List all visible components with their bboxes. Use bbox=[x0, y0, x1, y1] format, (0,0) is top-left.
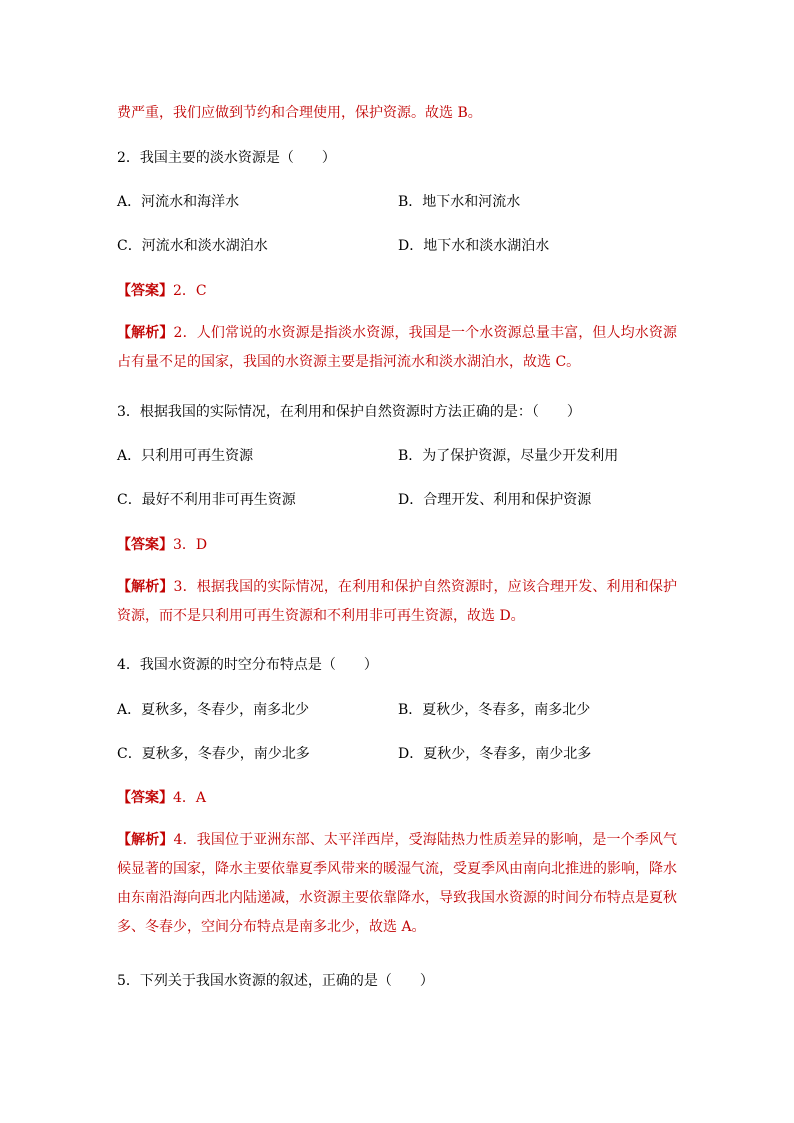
analysis-tag: 【解析】 bbox=[117, 579, 174, 595]
question-3-option-c: C．最好不利用非可再生资源 bbox=[117, 492, 296, 508]
question-4-answer bbox=[117, 788, 206, 808]
question-4-option-a: A．夏秋多，冬春少，南多北少 bbox=[117, 702, 310, 718]
question-2-analysis bbox=[117, 319, 677, 377]
analysis-text: 3．根据我国的实际情况，在利用和保护自然资源时，应该合理开发、利用和保护资源，而不是只利用可再生资源和不利用非可再生资源，故选 D。 bbox=[117, 579, 678, 624]
question-3-option-d: D．合理开发、利用和保护资源 bbox=[398, 492, 592, 508]
answer-value: 3．D bbox=[173, 537, 208, 553]
question-4-option-c: C．夏秋多，冬春少，南少北多 bbox=[117, 746, 310, 762]
analysis-tag: 【解析】 bbox=[117, 325, 174, 341]
answer-value: 2．C bbox=[173, 283, 207, 299]
previous-analysis-continuation: 费严重，我们应做到节约和合理使用，保护资源。故选 B。 bbox=[117, 105, 482, 121]
answer-value: 4．A bbox=[173, 790, 207, 806]
analysis-tag: 【解析】 bbox=[117, 832, 174, 848]
analysis-text: 2．人们常说的水资源是指淡水资源，我国是一个水资源总量丰富，但人均水资源占有量不足的国家，我国的水资源主要是指河流水和淡水湖泊水，故选 C。 bbox=[117, 325, 678, 370]
question-2-answer bbox=[117, 281, 207, 301]
question-3-option-b: B．为了保护资源，尽量少开发利用 bbox=[398, 448, 619, 464]
question-2-option-b: B．地下水和河流水 bbox=[398, 194, 521, 210]
question-5-stem: 5．下列关于我国水资源的叙述，正确的是（ ） bbox=[117, 973, 434, 989]
question-4-option-d: D．夏秋少，冬春多，南少北多 bbox=[398, 746, 592, 762]
answer-tag: 【答案】 bbox=[117, 283, 173, 299]
answer-tag: 【答案】 bbox=[117, 790, 173, 806]
question-3-stem: 3．根据我国的实际情况，在利用和保护自然资源时方法正确的是：（ ） bbox=[117, 404, 581, 420]
question-2-option-d: D．地下水和淡水湖泊水 bbox=[398, 238, 550, 254]
question-3-option-a: A．只利用可再生资源 bbox=[117, 448, 254, 464]
question-3-analysis bbox=[117, 573, 677, 631]
question-2-stem: 2．我国主要的淡水资源是（ ） bbox=[117, 150, 336, 166]
answer-tag: 【答案】 bbox=[117, 537, 173, 553]
question-2-option-c: C．河流水和淡水湖泊水 bbox=[117, 238, 268, 254]
question-2-option-a: A．河流水和海洋水 bbox=[117, 194, 240, 210]
question-3-answer bbox=[117, 535, 207, 555]
question-4-option-b: B．夏秋少，冬春多，南多北少 bbox=[398, 702, 591, 718]
question-4-analysis bbox=[117, 826, 677, 942]
analysis-text: 4．我国位于亚洲东部、太平洋西岸，受海陆热力性质差异的影响，是一个季风气候显著的国家，降水主要依靠夏季风带来的暖湿气流，受夏季风由南向北推进的影响，降水由东南沿海向西北内陆递减，水资源主要依靠降水，导致我国水资源的时间分布特点是夏秋多、冬春少，空间分布特点是南多北少，故选 A。 bbox=[117, 832, 678, 935]
question-4-stem: 4．我国水资源的时空分布特点是（ ） bbox=[117, 657, 378, 673]
